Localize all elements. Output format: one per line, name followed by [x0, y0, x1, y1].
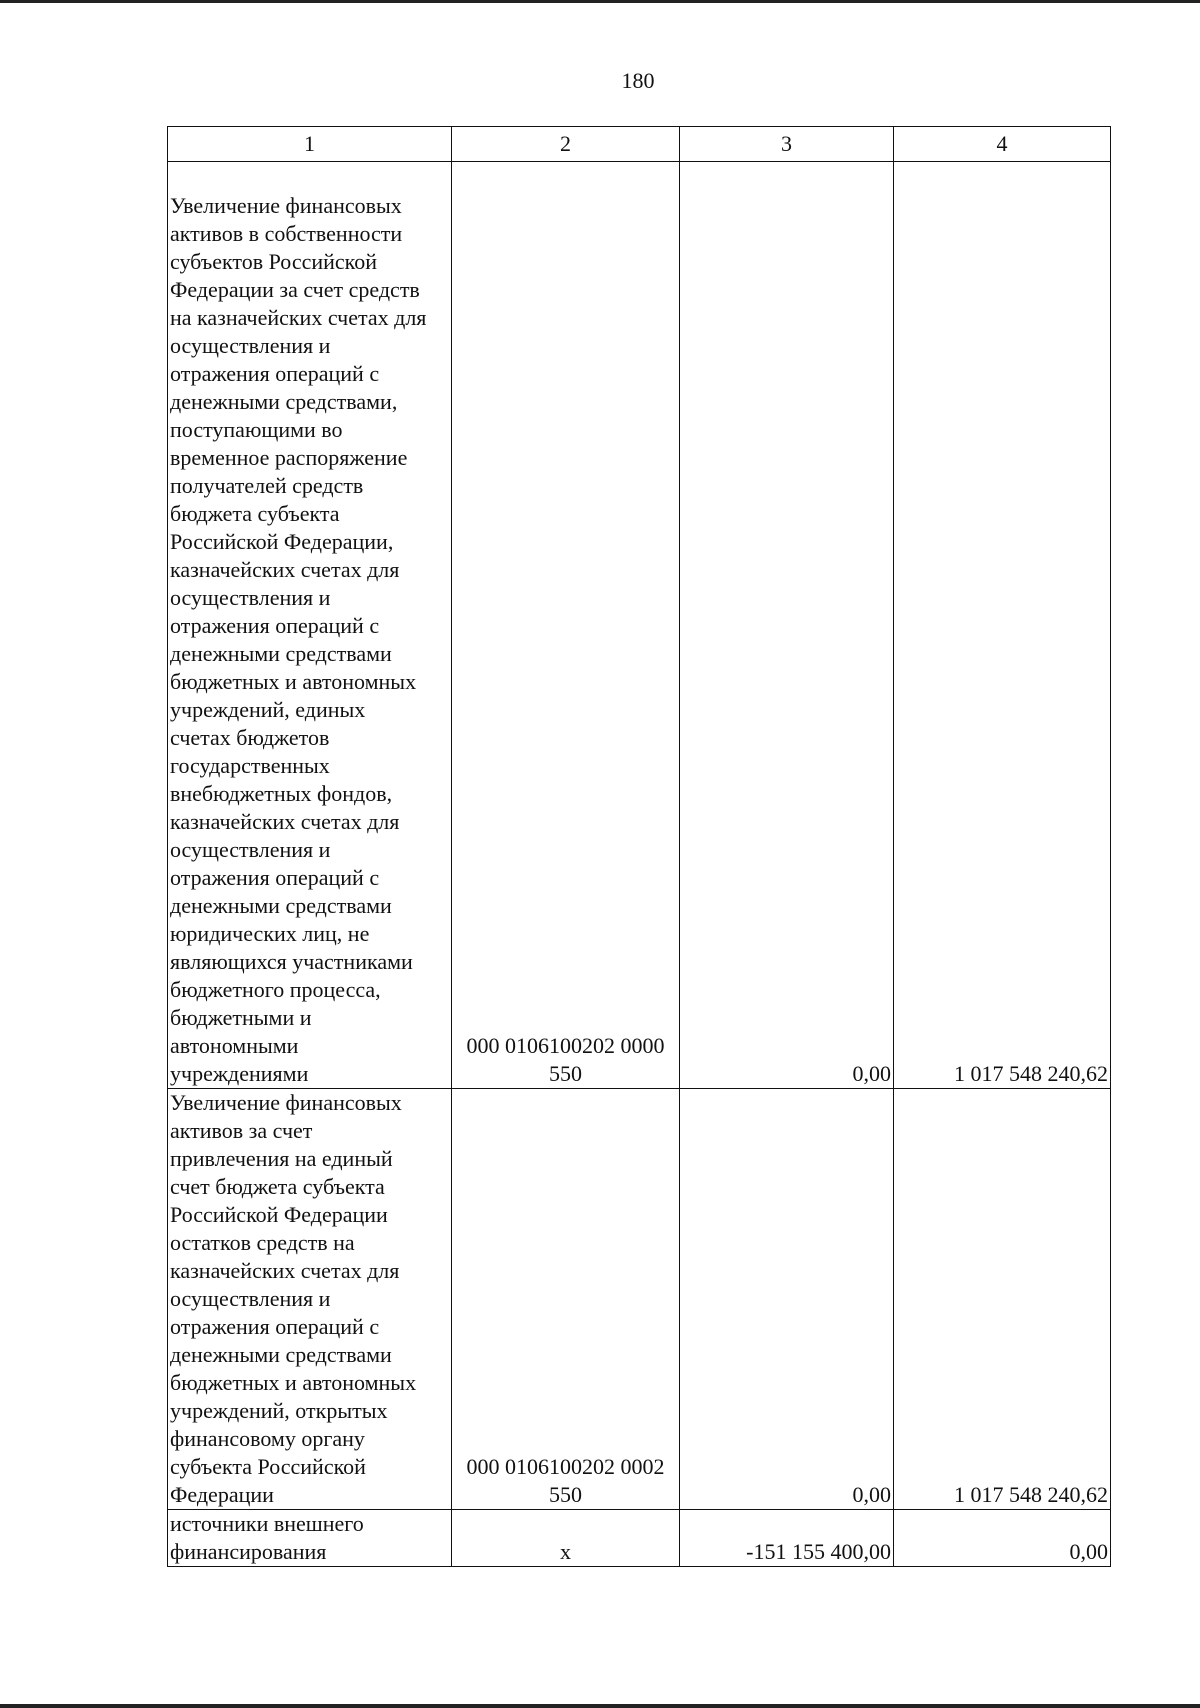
row-col4-cell: 0,00: [894, 1510, 1111, 1567]
row-col4-cell: 1 017 548 240,62: [894, 162, 1111, 1089]
row-name-cell: Увеличение финансовых активов за счет привлечения на единый счет бюджета субъекта Российской Федерации остатков средств на казначейских счетах для осуществления и отражения операций с денежными средствами бюджетных и автономных учреждений, открытых финансовому органу субъекта Российской Федерации: [168, 1089, 452, 1510]
row-name-cell: Увеличение финансовых активов в собственности субъектов Российской Федерации за счет средств на казначейских счетах для осуществления и отражения операций с денежными средствами, поступающими во временное распоряжение получателей средств бюджета субъекта Российской Федерации, казначейских счетах для осуществления и отражения операций с денежными средствами бюджетных и автономных учреждений, единых счетах бюджетов государственных внебюджетных фондов, казначейских счетах для осуществления и отражения операций с денежными средствами юридических лиц, не являющихся участниками бюджетного процесса, бюджетными и автономными учреждениями: [168, 162, 452, 1089]
row-col3-cell: -151 155 400,00: [680, 1510, 894, 1567]
table-header-row: [168, 127, 1111, 162]
row-col4-cell: 1 017 548 240,62: [894, 1089, 1111, 1510]
row-code-cell: x: [452, 1510, 680, 1567]
row-code-cell: 000 0106100202 0002 550: [452, 1089, 680, 1510]
header-col-4: 4: [894, 127, 1111, 162]
scan-top-edge: [0, 0, 1200, 3]
row-col3-cell: 0,00: [680, 162, 894, 1089]
row-name-cell: источники внешнего финансирования: [168, 1510, 452, 1567]
page-number: 180: [621, 68, 655, 93]
table-row: [168, 1089, 1111, 1510]
header-col-3: 3: [680, 127, 894, 162]
table-row: [168, 162, 1111, 1089]
budget-sources-table: [167, 126, 1111, 1567]
scan-bottom-edge: [0, 1704, 1200, 1708]
header-col-1: 1: [168, 127, 452, 162]
table-row: [168, 1510, 1111, 1567]
row-col3-cell: 0,00: [680, 1089, 894, 1510]
row-code-cell: 000 0106100202 0000 550: [452, 162, 680, 1089]
header-col-2: 2: [452, 127, 680, 162]
